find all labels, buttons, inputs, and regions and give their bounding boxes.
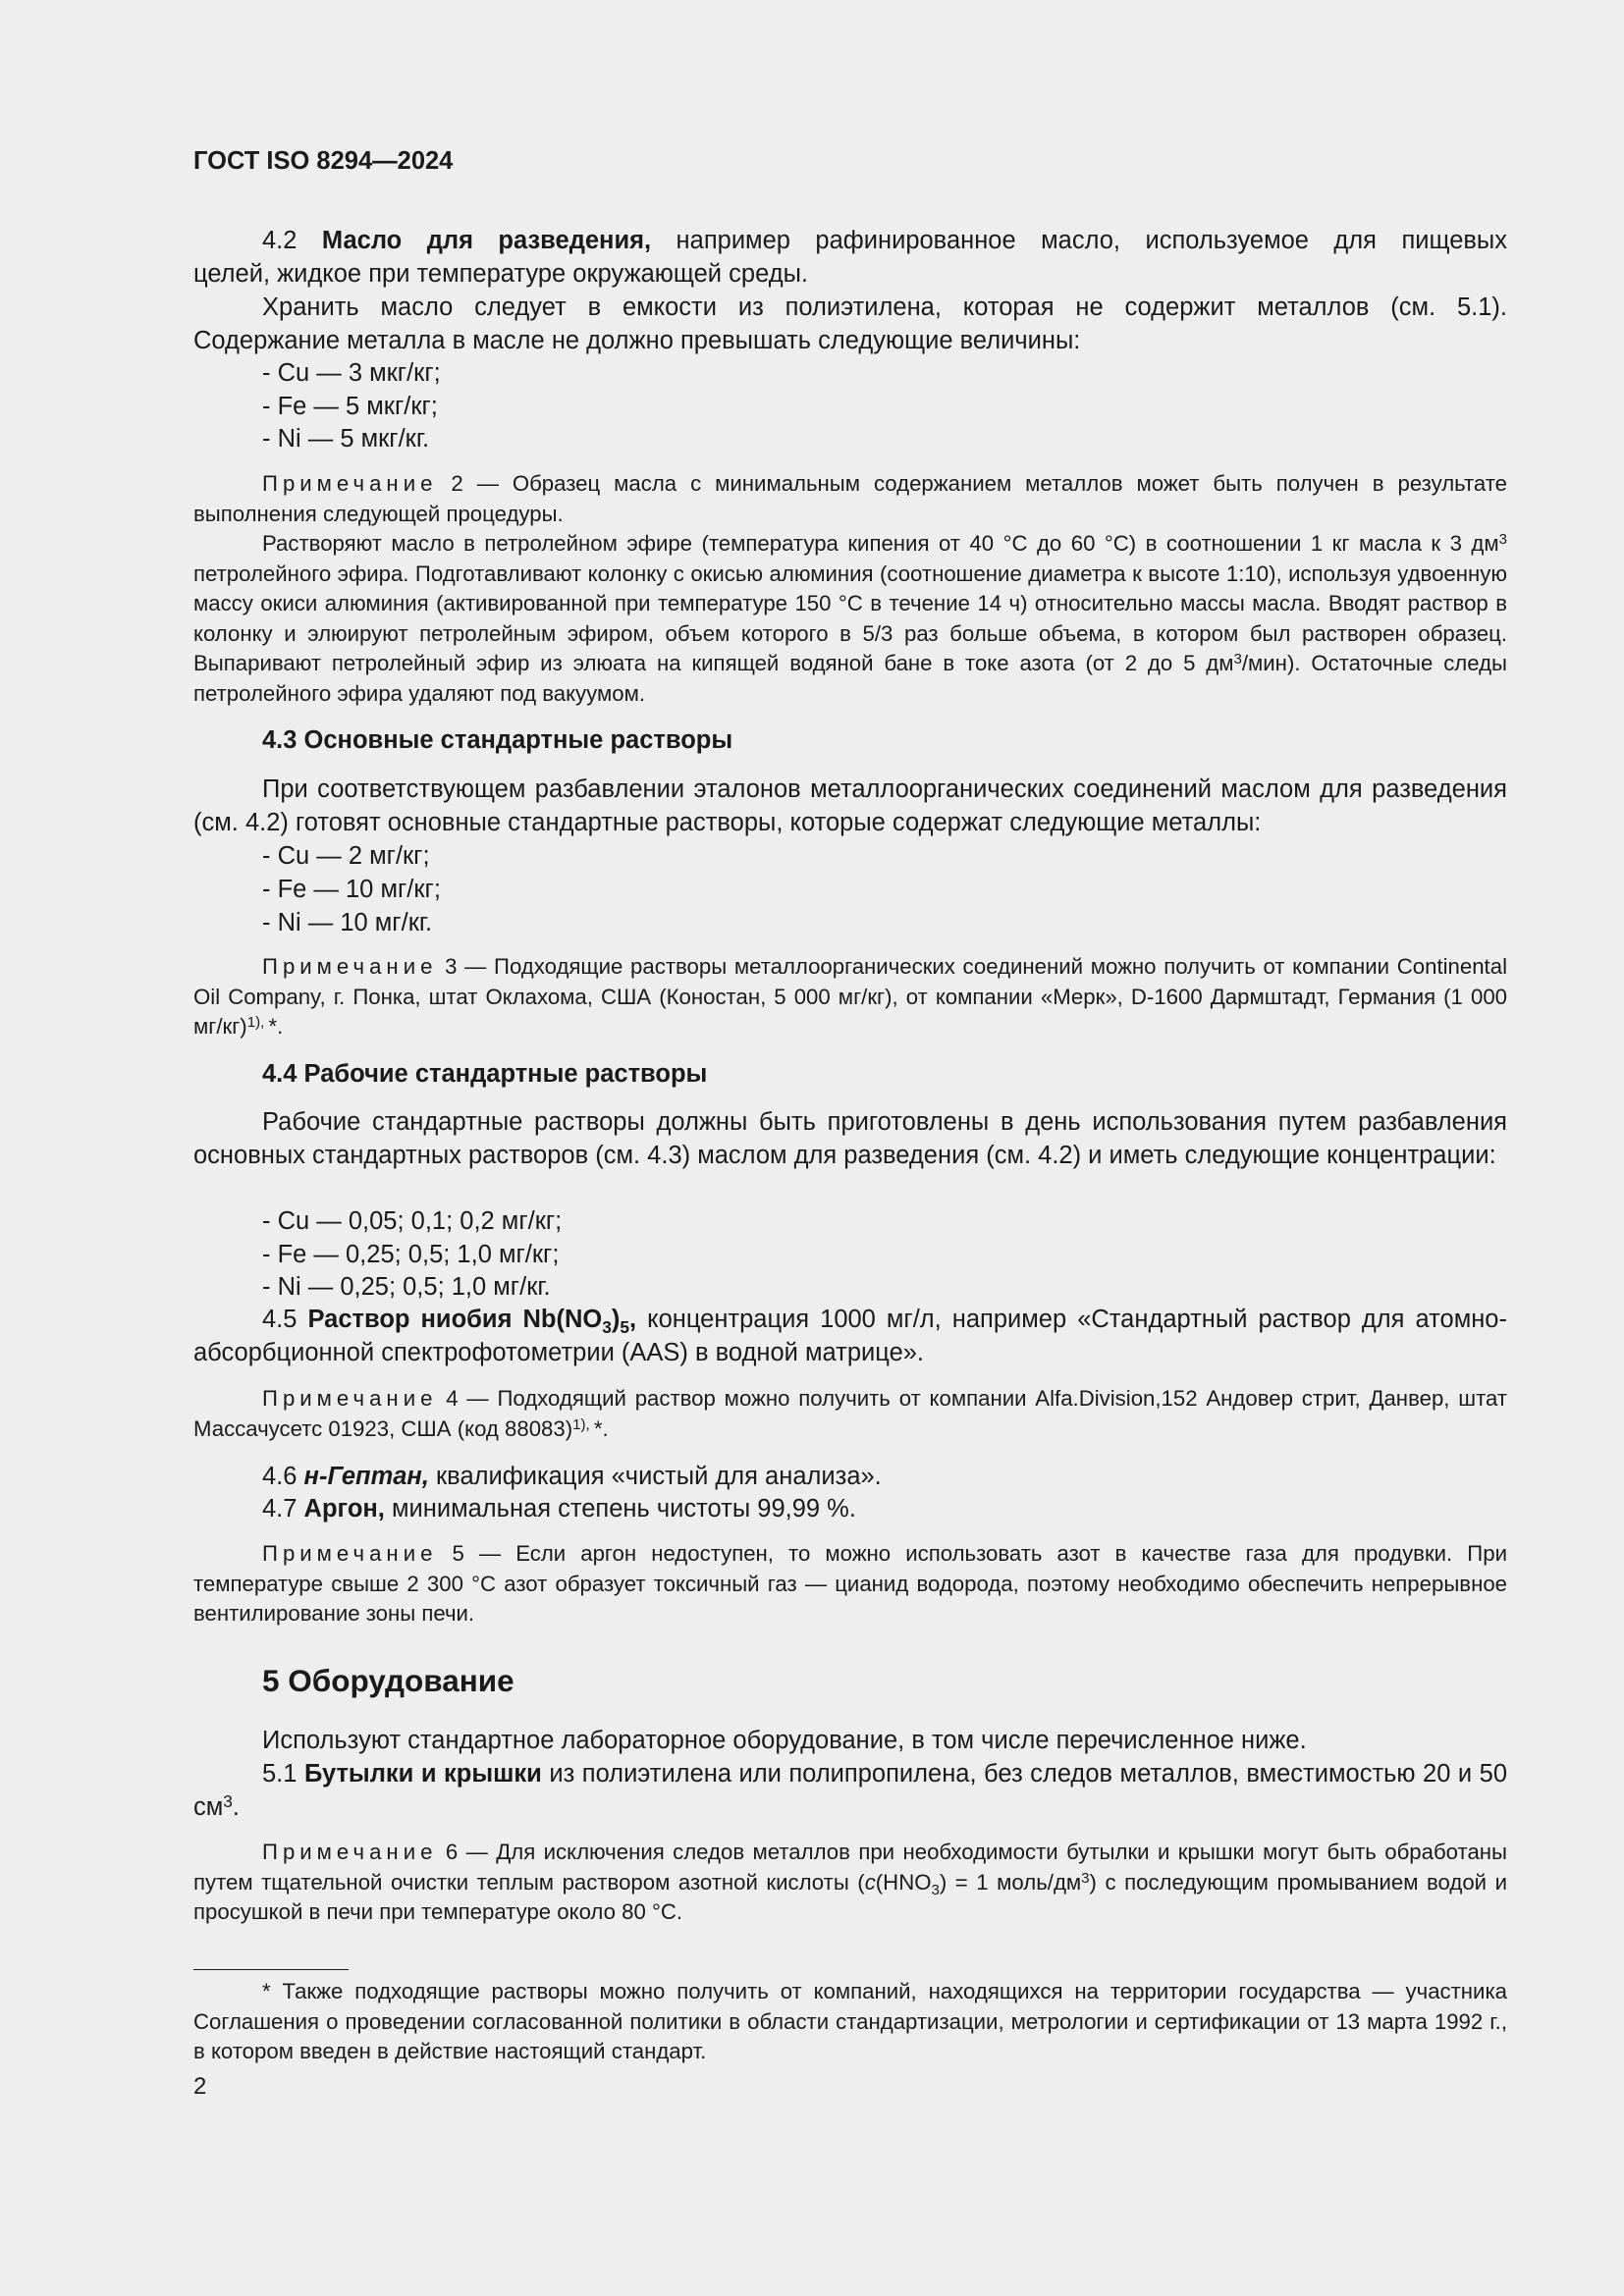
note-text: 2 — Образец масла с минимальным содержанием металлов может быть получен в результате выполнения следующей процедуры. <box>193 471 1507 526</box>
clause-title: Бутылки и крышки <box>303 1760 542 1788</box>
list-item: - Cu — 2 мг/кг; <box>262 842 430 870</box>
section-4-4-paragraph: Рабочие стандартные растворы должны быть приготовлены в день использования путем разбавления основных стандартных растворов (см. 4.3) маслом для разведения (см. 4.2) и иметь следующие концентрации: <box>193 1108 1507 1169</box>
note-text: 3 — Подходящие растворы металлоорганических соединений можно получить от компании Continental Oil Company, г. Понка, штат Оклахома, США (Коностан, 5 000 мг/кг), от компании «Мерк», D-1600 Дармштадт, Германия (1 000 мг/кг) <box>193 954 1507 1039</box>
list-item: - Ni — 0,25; 0,5; 1,0 мг/кг. <box>262 1273 551 1301</box>
section-4-3-paragraph: При соответствующем разбавлении эталонов металлоорганических соединений маслом для разведения (см. 4.2) готовят основные стандартные растворы, которые содержат следующие металлы: <box>193 775 1507 836</box>
page-number: 2 <box>193 2073 207 2100</box>
clause-title-text: ) <box>611 1306 621 1333</box>
note-text: ) с последующим промыванием водой и просушкой в печи при температуре около 80 °С. <box>193 1869 1507 1924</box>
clause-title: Аргон, <box>303 1495 385 1522</box>
subscript: 5 <box>620 1317 630 1338</box>
clause-title <box>307 1306 637 1338</box>
clause-number: 4.5 <box>262 1306 298 1333</box>
section-4-5 <box>193 1304 1507 1369</box>
variable: c <box>864 1869 876 1895</box>
note-text: 6 — Для исключения следов металлов при необходимости бутылки и крышки могут быть обработаны путем тщательной очистки теплым раствором азотной кислоты ( <box>193 1840 1507 1895</box>
section-4-2-storage-line2: Содержание металла в масле не должно превышать следующие величины: <box>193 327 1081 354</box>
list-item: - Fe — 10 мг/кг; <box>262 876 441 903</box>
clause-number: 4.2 <box>262 227 298 254</box>
superscript: 3 <box>223 1790 233 1811</box>
footnote: * Также подходящие растворы можно получить от компаний, находящихся на территории государства — участника Соглашения о проведении согласованной политики в области стандартизации, метрологии и сертификации от 13 марта 1992 г., в котором введен в действие настоящий стандарт. <box>193 1979 1507 2063</box>
footnote-divider <box>193 1969 349 1970</box>
note-text: (HNO <box>875 1869 932 1895</box>
document-header: ГОСТ ISO 8294—2024 <box>193 147 454 175</box>
list-item: - Fe — 0,25; 0,5; 1,0 мг/кг; <box>262 1241 560 1268</box>
note-text: ) = 1 моль/дм <box>939 1869 1082 1895</box>
clause-text: из полиэтилена или полипропилена, без следов металлов, вместимостью 20 и 50 см <box>193 1760 1507 1821</box>
clause-number: 5.1 <box>262 1760 298 1788</box>
subscript: 3 <box>602 1317 612 1338</box>
subscript: 3 <box>931 1881 940 1898</box>
clause-title-text: , <box>629 1306 637 1333</box>
section-4-6 <box>193 1461 1507 1494</box>
note-2 <box>193 469 1507 529</box>
list-item: - Ni — 10 мг/кг. <box>262 909 433 936</box>
note-3 <box>193 952 1507 1042</box>
section-4-2-storage-line1: Хранить масло следует в емкости из полиэтилена, которая не содержит металлов (см. 5.1). <box>262 294 1507 321</box>
superscript: 1), <box>572 1415 594 1433</box>
superscript: 1), <box>246 1014 269 1032</box>
superscript: 3 <box>1498 531 1507 549</box>
list-item: - Cu — 3 мкг/кг; <box>262 359 441 387</box>
clause-text: минимальная степень чистоты 99,99 %. <box>384 1495 856 1522</box>
section-4-4-heading: 4.4 Рабочие стандартные растворы <box>262 1060 708 1088</box>
section-4-2-line2: целей, жидкое при температуре окружающей среды. <box>193 260 808 288</box>
clause-text: например рафинированное масло, используемое для пищевых <box>651 227 1507 254</box>
section-5-intro: Используют стандартное лабораторное оборудование, в том числе перечисленное ниже. <box>262 1727 1307 1754</box>
note-text: /мин). Остаточные следы петролейного эфира удаляют под вакуумом. <box>193 651 1507 706</box>
note-5 <box>193 1539 1507 1629</box>
note-2-procedure <box>193 529 1507 709</box>
note-label: Примечание <box>262 471 438 496</box>
superscript: 3 <box>1081 1869 1090 1887</box>
clause-text: концентрация 1000 мг/л, например «Стандартный раствор для атомно-абсорбционной спектрофотометрии (AAS) в водной матрице». <box>193 1306 1507 1366</box>
note-label: Примечание <box>262 1541 438 1566</box>
note-6 <box>193 1838 1507 1928</box>
clause-title-text: Раствор ниобия Nb(NO <box>307 1306 603 1333</box>
clause-number: 4.7 <box>262 1495 298 1522</box>
note-label: Примечание <box>262 954 438 979</box>
note-4 <box>193 1384 1507 1444</box>
list-item: - Cu — 0,05; 0,1; 0,2 мг/кг; <box>262 1207 563 1235</box>
note-text: 5 — Если аргон недоступен, то можно использовать азот в качестве газа для продувки. При температуре свыше 2 300 °С азот образует токсичный газ — цианид водорода, поэтому необходимо обеспечить непрерывное вентилирование зоны печи. <box>193 1541 1507 1626</box>
note-text: Растворяют масло в петролейном эфире (температура кипения от 40 °С до 60 °С) в соотношении 1 кг масла к 3 дм <box>262 531 1499 556</box>
list-item: - Ni — 5 мкг/кг. <box>262 425 430 453</box>
note-text: петролейного эфира. Подготавливают колонку с окисью алюминия (соотношение диаметра к высоте 1:10), используя удвоенную массу окиси алюминия (активированной при температуре 150 °С в течение 14 ч) относительно массы масла. Вводят раствор в колонку и элюируют петролейным эфиром, объем которого в 5/3 раз больше объема, в котором был растворен образец. Выпаривают петролейный эфир из элюата на кипящей водяной бане в токе азота (от 2 до 5 дм <box>193 561 1507 675</box>
note-text: *. <box>593 1415 609 1441</box>
note-text: *. <box>268 1014 284 1039</box>
list-item: - Fe — 5 мкг/кг; <box>262 393 438 420</box>
clause-title <box>304 1463 429 1490</box>
clause-title: Масло для разведения, <box>321 227 652 254</box>
superscript: 3 <box>1233 651 1242 668</box>
section-4-2-line1 <box>193 225 1507 258</box>
section-4-7 <box>193 1493 1507 1526</box>
section-5-1 <box>193 1758 1507 1824</box>
clause-text: . <box>232 1792 241 1821</box>
clause-title-text: н-Гептан, <box>303 1463 429 1490</box>
section-4-3-heading: 4.3 Основные стандартные растворы <box>262 726 733 754</box>
note-label: Примечание <box>262 1386 438 1411</box>
clause-number: 4.6 <box>262 1463 298 1490</box>
note-label: Примечание <box>262 1840 438 1864</box>
section-5-heading: 5 Оборудование <box>262 1663 514 1698</box>
note-text: 4 — Подходящий раствор можно получить от компании Alfa.Division,152 Андовер стрит, Данвер, штат Массачусетс 01923, США (код 88083) <box>193 1386 1507 1441</box>
clause-text: квалификация «чистый для анализа». <box>428 1463 882 1490</box>
